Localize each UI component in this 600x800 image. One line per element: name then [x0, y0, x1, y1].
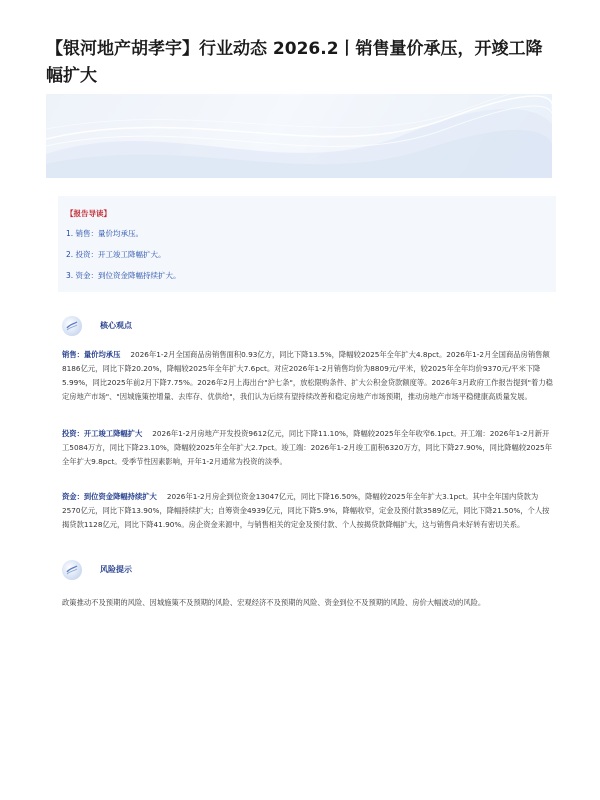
core-paragraph-sales [62, 348, 556, 404]
section-bullet-icon [62, 316, 82, 336]
paragraph-text-investment: 2026年1-2月房地产开发投资9612亿元，同比下降11.10%，降幅较2025年全年收窄6.1pct。开工端：2026年1-2月新开工5084万方，同比下降23.10%，降幅较2025年全年扩大2.7pct。竣工端：2026年1-2月竣工面积6320万方，同比下降27.90%，同比降幅较2025年全年扩大9.8pct。受季节性因素影响，开年1-2月通常为投资的淡季。 [62, 429, 552, 466]
section-bullet-icon [62, 560, 82, 580]
core-paragraph-funding [62, 490, 556, 532]
guide-item-funding[interactable]: 3. 资金：到位资金降幅持续扩大。 [66, 271, 181, 280]
article-title: 【银河地产胡孝宇】行业动态 2026.2丨销售量价承压，开竣工降幅扩大 [46, 39, 543, 86]
paragraph-lead-funding: 资金：到位资金降幅持续扩大 [62, 492, 157, 501]
guide-item-sales[interactable]: 1. 销售：量价均承压。 [66, 229, 144, 238]
risk-section-heading: 风险提示 [100, 565, 132, 574]
paragraph-text-funding: 2026年1-2月房企到位资金13047亿元，同比下降16.50%，降幅较2025年全年扩大3.1pct。其中全年国内贷款为2570亿元，同比下降13.90%，降幅持续扩大；自筹资金4939亿元，同比下降5.9%，降幅收窄，定金及预付款3589亿元，同比下降21.50%，个人按揭贷款1128亿元，同比下降41.90%。房企资金来源中，与销售相关的定金及预付款、个人按揭贷款降幅扩大，这与销售尚未好转有密切关系。 [62, 492, 550, 529]
paragraph-lead-investment: 投资：开工竣工降幅扩大 [62, 429, 143, 438]
core-section-heading: 核心观点 [100, 321, 132, 330]
paragraph-lead-sales: 销售：量价均承压 [62, 350, 121, 359]
header-banner-image [46, 94, 552, 178]
guide-item-investment[interactable]: 2. 投资：开工竣工降幅扩大。 [66, 250, 166, 259]
paragraph-text-sales: 2026年1-2月全国商品房销售面积0.93亿方，同比下降13.5%，降幅较2025年全年扩大4.8pct。2026年1-2月全国商品房销售额8186亿元，同比下降20.20%，降幅较2025年全年扩大7.6pct。对应2026年1-2月销售均价为8809元/平米，较2025年全年均价9370元/平米下降5.99%，同比2025年前2月下降7.75%。2026年2月上海出台"沪七条"，放松限购条件、扩大公积金贷款额度等。2026年3月政府工作报告提到"着力稳定房地产市场"、"因城施策控增量、去库存、优供给"，我们认为后续有望持续改善和稳定房地产市场预期，推动房地产市场平稳健康高质量发展。 [62, 350, 553, 401]
report-guide-heading: 【报告导读】 [66, 209, 111, 218]
core-paragraph-investment [62, 427, 556, 469]
risk-paragraph: 政策推动不及预期的风险、因城施策不及预期的风险、宏观经济不及预期的风险、资金到位不及预期的风险、房价大幅波动的风险。 [62, 598, 486, 607]
banner-wave-graphic [46, 94, 552, 178]
report-guide-box [58, 196, 556, 292]
